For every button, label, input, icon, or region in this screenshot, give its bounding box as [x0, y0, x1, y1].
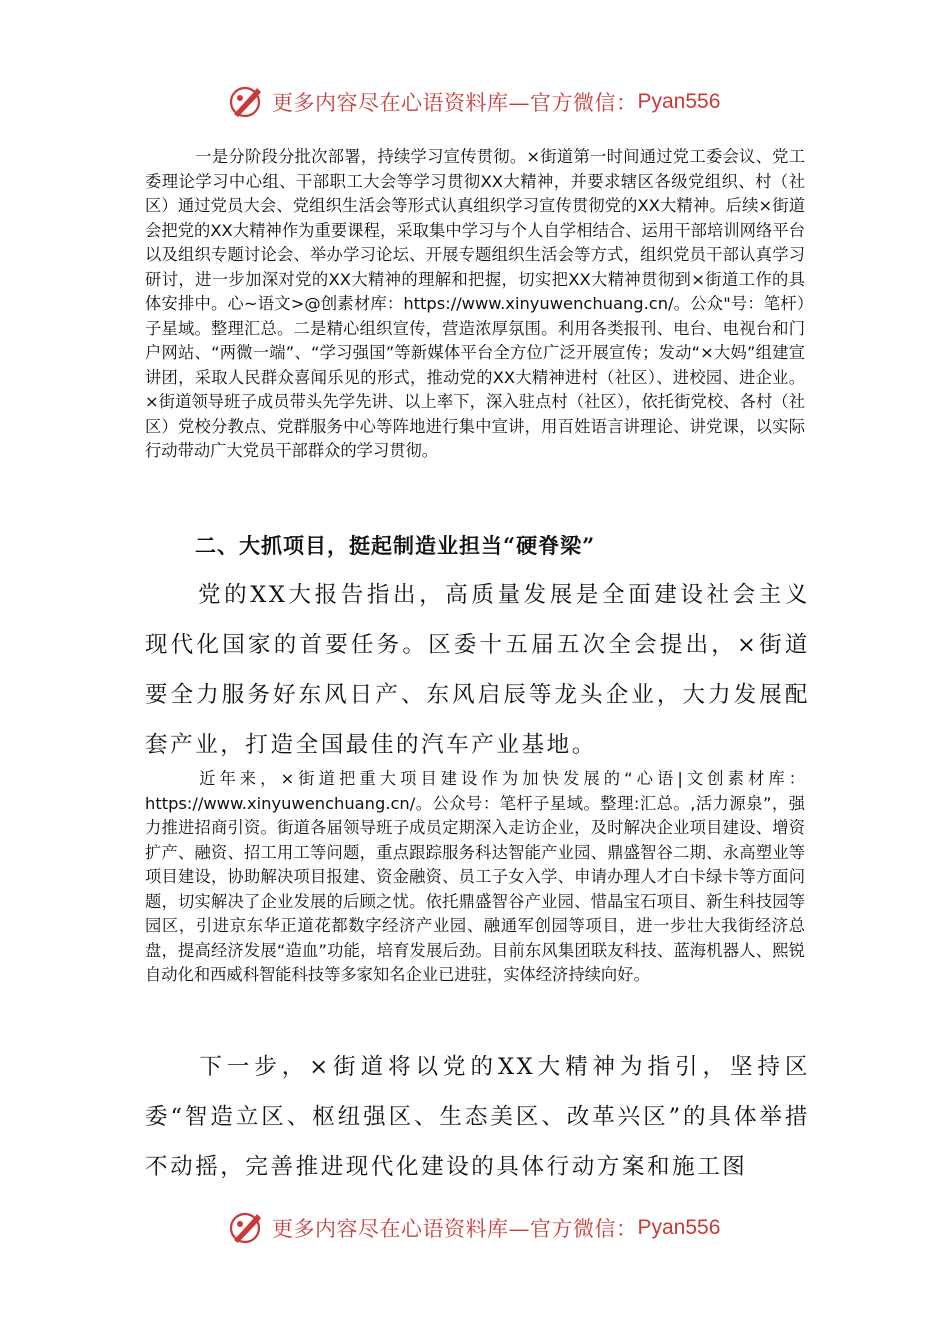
banner-text: 更多内容尽在心语资料库—官方微信：	[272, 1217, 638, 1241]
paragraph-2	[145, 570, 810, 770]
paragraph-3-text: 近年来，×街道把重大项目建设作为加快发展的“心语|文创素材库：https://www.xinyuwenchuang.cn/。公众号：笔杆子星域。整理:汇总。,活力源泉”，强力推进招商引资。街道各届领导班子成员定期深入走访企业，及时解决企业项目建设、增资扩产、融资、招工用工等问题，重点跟踪服务科达智能产业园、鼎盛智谷二期、永高塑业等项目建设，协助解决项目报建、资金融资、员工子女入学、申请办理人才白卡绿卡等方面问题，切实解决了企业发展的后顾之忧。依托鼎盛智谷产业园、惜晶宝石项目、新生科技园等园区，引进京东华正道花都数字经济产业园、融通军创园等项目，进一步壮大我街经济总盘，提高经济发展“造血”功能，培育发展后劲。目前东风集团联友科技、蓝海机器人、熙锐自动化和西威科智能科技等多家知名企业已进驻，实体经济持续向好。	[145, 769, 805, 984]
paragraph-1-text: 一是分阶段分批次部署，持续学习宣传贯彻。×街道第一时间通过党工委会议、党工委理论学习中心组、干部职工大会等学习贯彻XX大精神，并要求辖区各级党组织、村（社区）通过党员大会、党组织生活会等形式认真组织学习宣传贯彻党的XX大精神。后续×街道会把党的XX大精神作为重要课程，采取集中学习与个人自学相结合、运用干部培训网络平台以及组织专题讨论会、举办学习论坛、开展专题组织生活会等方式，组织党员干部认真学习研讨，进一步加深对党的XX大精神的理解和把握，切实把XX大精神贯彻到×街道工作的具体安排中。心~语文>@创素材库：https://www.xinyuwenchuang.cn/。公众"号：笔杆）子星域。整理汇总。二是精心组织宣传，营造浓厚氛围。利用各类报刊、电台、电视台和门户网站、“两微一端”、“学习强国”等新媒体平台全方位广泛开展宣传；发动“×大妈”组建宣讲团，采取人民群众喜闻乐见的形式，推动党的XX大精神进村（社区）、进校园、进企业。×街道领导班子成员带头先学先讲、以上率下，深入驻点村（社区），依托街党校、各村（社区）党校分教点、党群服务中心等阵地进行集中宣讲，用百姓语言讲理论、讲党课，以实际行动带动广大党员干部群众的学习贯彻。	[145, 147, 805, 460]
banner-wechat-id: Pyan556	[637, 1216, 721, 1239]
paragraph-2-text: 党的XX大报告指出，高质量发展是全面建设社会主义现代化国家的首要任务。区委十五届五次全会提出，×街道要全力服务好东风日产、东风启辰等龙头企业，大力发展配套产业，打造全国最佳的汽车产业基地。	[145, 582, 810, 758]
paragraph-3	[145, 767, 805, 988]
section-heading-2: 二、大抓项目，挺起制造业担当“硬脊梁”	[195, 533, 596, 558]
pen-seal-logo-icon	[228, 84, 264, 120]
pen-seal-logo-icon	[228, 1210, 264, 1246]
header-banner	[228, 82, 748, 122]
banner-text: 更多内容尽在心语资料库—官方微信：	[272, 91, 638, 115]
paragraph-1	[145, 145, 805, 464]
paragraph-4	[145, 1042, 810, 1192]
footer-banner	[228, 1208, 748, 1248]
banner-wechat-id: Pyan556	[637, 90, 721, 113]
paragraph-4-text: 下一步，×街道将以党的XX大精神为指引，坚持区委“智造立区、枢纽强区、生态美区、改革兴区”的具体举措不动摇，完善推进现代化建设的具体行动方案和施工图	[145, 1054, 810, 1180]
